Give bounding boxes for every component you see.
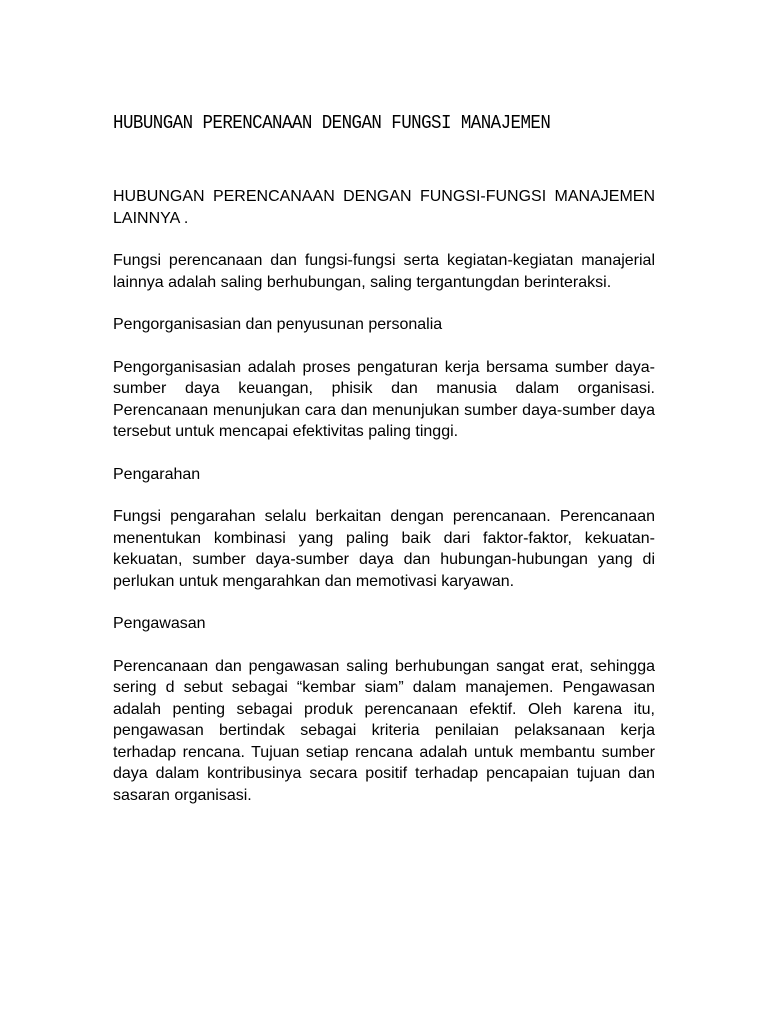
section-heading-pengorganisasian: Pengorganisasian dan penyusunan personalia bbox=[113, 316, 443, 333]
section-paragraph-pengarahan: Fungsi pengarahan selalu berkaitan dengan perencanaan. Perencanaan menentukan kombinasi yang paling baik dari faktor-faktor, kekuatan-kekuatan, sumber daya-sumber daya dan hubungan-hubungan yang di perlukan untuk mengarahkan dan memotivasi karyawan. bbox=[113, 508, 655, 590]
section-paragraph-pengawasan: Perencanaan dan pengawasan saling berhubungan sangat erat, sehingga sering d sebut sebagai “kembar siam” dalam manajemen. Pengawasan adalah penting sebagai produk perencanaan efektif. Oleh karena itu, pengawasan bertindak sebagai kriteria penilaian pelaksanaan kerja terhadap rencana. Tujuan setiap rencana adalah untuk membantu sumber daya dalam kontribusinya secara positif terhadap pencapaian tujuan dan sasaran organisasi. bbox=[113, 657, 655, 804]
document-title: HUBUNGAN PERENCANAAN DENGAN FUNGSI MANAJEMEN bbox=[113, 112, 551, 134]
section-paragraph-pengorganisasian: Pengorganisasian adalah proses pengaturan kerja bersama sumber daya-sumber daya keuangan, phisik dan manusia dalam organisasi. Perencanaan menunjukan cara dan menunjukan sumber daya-sumber daya tersebut untuk mencapai efektivitas paling tinggi. bbox=[113, 358, 655, 440]
section-heading-pengawasan: Pengawasan bbox=[113, 615, 206, 632]
section-heading-pengarahan: Pengarahan bbox=[113, 465, 201, 483]
document-body bbox=[113, 186, 655, 827]
intro-paragraph: Fungsi perencanaan dan fungsi-fungsi serta kegiatan-kegiatan manajerial lainnya adalah saling berhubungan, saling tergantungdan berinteraksi. bbox=[113, 252, 655, 291]
intro-heading: HUBUNGAN PERENCANAAN DENGAN FUNGSI-FUNGSI MANAJEMEN LAINNYA . bbox=[113, 188, 655, 227]
